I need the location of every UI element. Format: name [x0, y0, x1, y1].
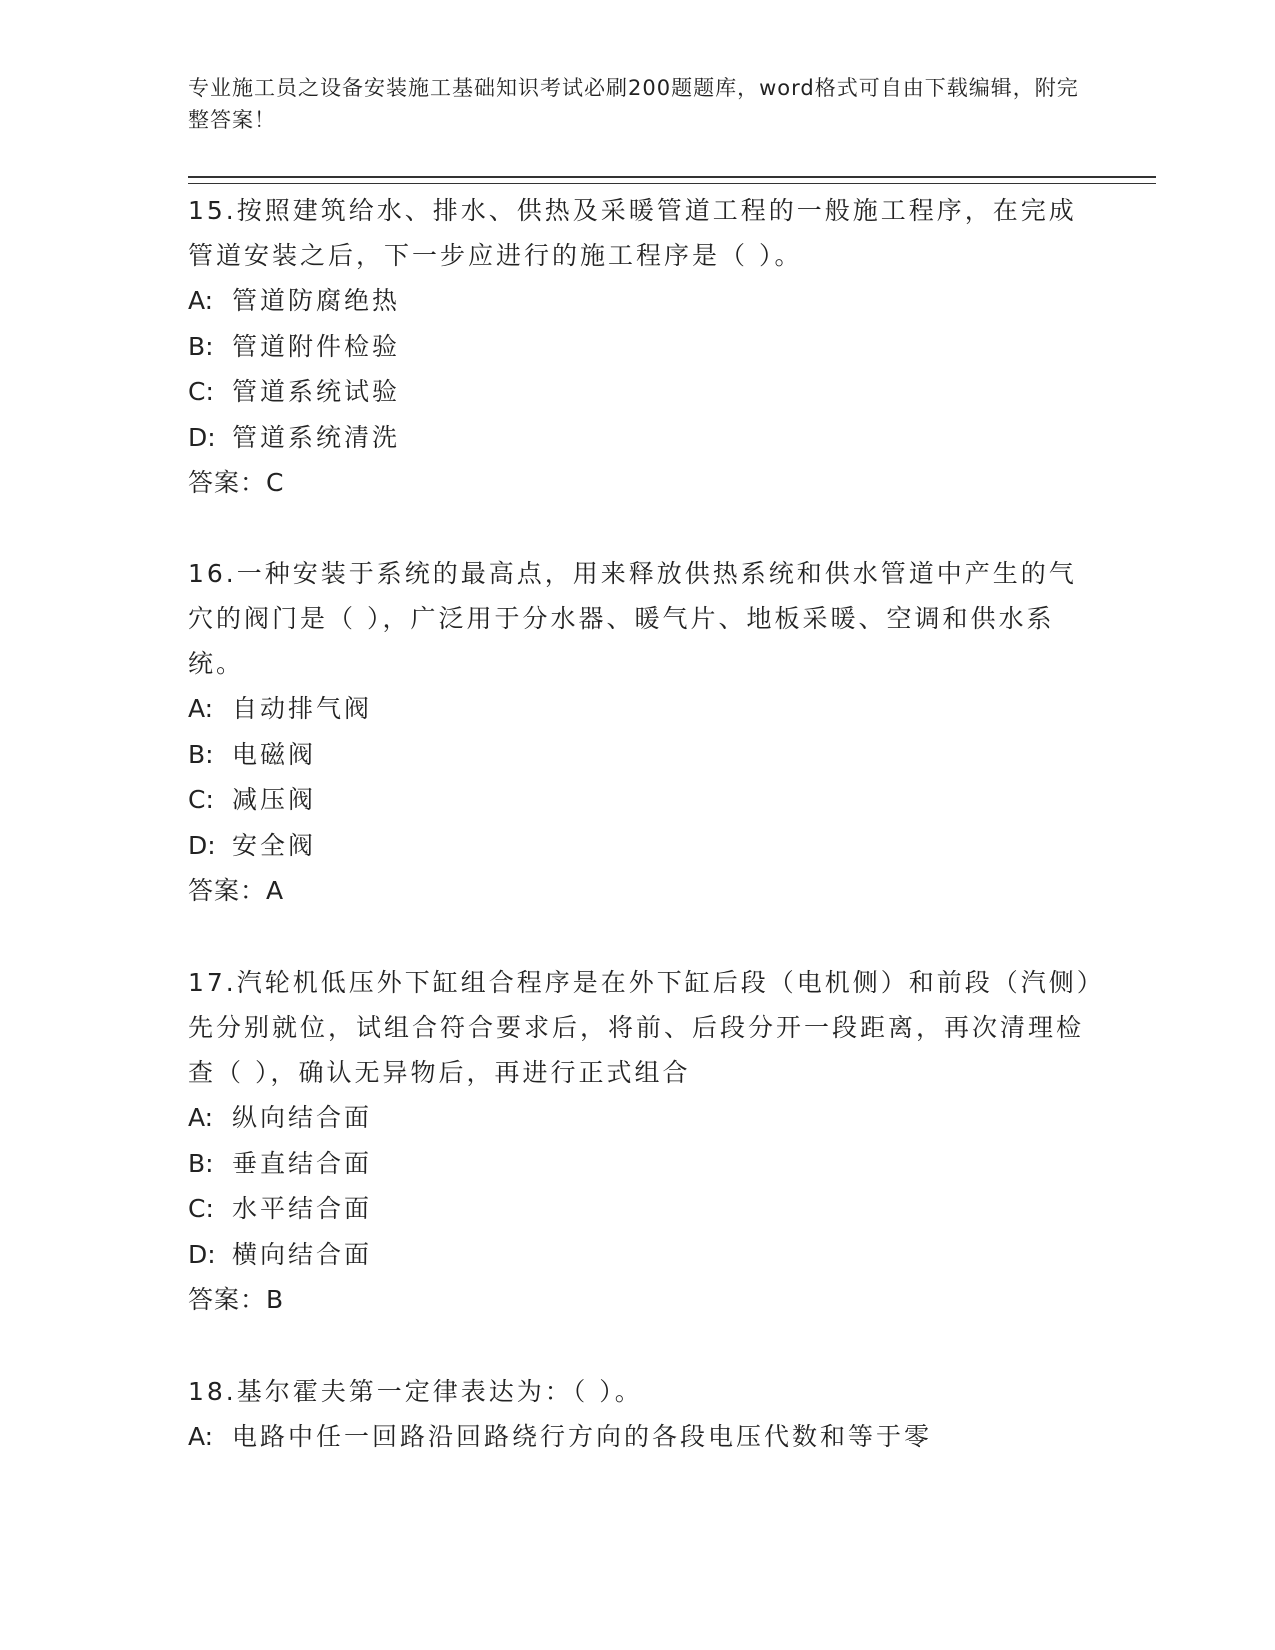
- option-b: [188, 324, 1098, 370]
- option-text: 电路中任一回路沿回路绕行方向的各段电压代数和等于零: [232, 1422, 933, 1451]
- option-letter: B:: [188, 1148, 214, 1178]
- question-text: 16.一种安装于系统的最高点，用来释放供热系统和供水管道中产生的气穴的阀门是（ ），广泛用于分水器、暖气片、地板采暖、空调和供水系统。: [188, 559, 1077, 678]
- option-text: 减压阀: [232, 785, 317, 814]
- option-c: [188, 1186, 1098, 1232]
- option-letter: B:: [188, 739, 214, 769]
- option-text: 电磁阀: [232, 739, 317, 769]
- option-text: 安全阀: [232, 830, 317, 860]
- option-letter: C:: [188, 1194, 214, 1223]
- option-letter: A:: [188, 286, 214, 315]
- option-text: 垂直结合面: [232, 1148, 373, 1178]
- header-divider-thick: [188, 176, 1156, 178]
- option-a: [188, 686, 1098, 732]
- question-text: 18.基尔霍夫第一定律表达为：（ ）。: [188, 1377, 643, 1406]
- option-letter: A:: [188, 1422, 214, 1451]
- option-text: 纵向结合面: [232, 1103, 373, 1132]
- question-text: 15.按照建筑给水、排水、供热及采暖管道工程的一般施工程序，在完成管道安装之后，下一步应进行的施工程序是（ ）。: [188, 196, 1077, 270]
- option-d: [188, 1232, 1098, 1278]
- option-a: [188, 1414, 1098, 1460]
- option-text: 横向结合面: [232, 1239, 373, 1269]
- header-divider-thin: [188, 183, 1156, 184]
- option-letter: C:: [188, 377, 214, 406]
- option-c: [188, 369, 1098, 415]
- option-d: [188, 823, 1098, 869]
- answer-label: 答案：B: [188, 1285, 285, 1314]
- answer-label: 答案：A: [188, 876, 285, 905]
- option-letter: A:: [188, 694, 214, 723]
- option-text: 管道防腐绝热: [232, 286, 401, 315]
- option-text: 管道系统清洗: [232, 422, 401, 452]
- option-text: 自动排气阀: [232, 694, 373, 723]
- answer-label: 答案：C: [188, 468, 285, 497]
- option-text: 管道系统试验: [232, 377, 401, 406]
- option-text: 水平结合面: [232, 1194, 373, 1223]
- question-15: [188, 188, 1098, 506]
- option-a: [188, 278, 1098, 324]
- option-letter: D:: [188, 1239, 216, 1269]
- option-letter: D:: [188, 422, 216, 452]
- page-header-title: 专业施工员之设备安装施工基础知识考试必刷200题题库，word格式可自由下载编辑，附完整答案！: [188, 76, 1079, 132]
- option-c: [188, 777, 1098, 823]
- question-18: [188, 1369, 1098, 1460]
- question-17: [188, 960, 1098, 1323]
- option-letter: D:: [188, 830, 216, 860]
- option-d: [188, 415, 1098, 461]
- option-letter: A:: [188, 1103, 214, 1132]
- option-letter: C:: [188, 785, 214, 814]
- option-a: [188, 1095, 1098, 1141]
- option-letter: B:: [188, 331, 214, 361]
- question-text: 17.汽轮机低压外下缸组合程序是在外下缸后段（电机侧）和前段（汽侧）先分别就位，试组合符合要求后，将前、后段分开一段距离，再次清理检查（ ），确认无异物后，再进行正式组合: [188, 968, 1093, 1087]
- option-b: [188, 732, 1098, 778]
- option-text: 管道附件检验: [232, 331, 401, 361]
- option-b: [188, 1141, 1098, 1187]
- question-16: [188, 551, 1098, 914]
